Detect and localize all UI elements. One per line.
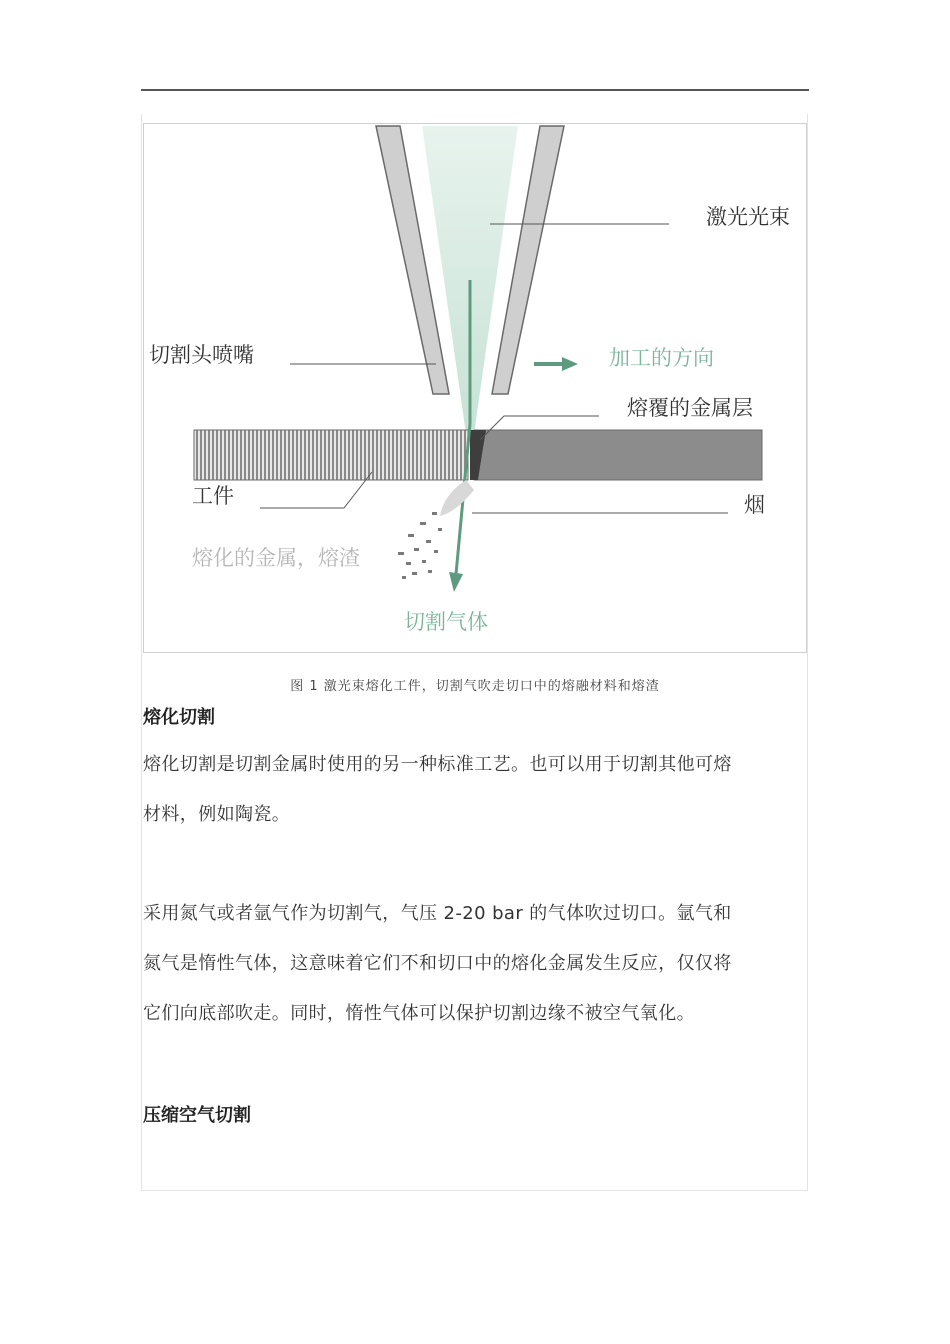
- paragraph-line: 它们向底部吹走。同时，惰性气体可以保护切割边缘不被空气氧化。: [143, 1003, 695, 1024]
- workpiece-striped: [194, 430, 468, 480]
- header-rule: [141, 89, 809, 91]
- label-molten: 熔化的金属，熔渣: [192, 546, 360, 570]
- molten-droplets: [398, 512, 442, 579]
- label-nozzle: 切割头喷嘴: [149, 343, 254, 367]
- label-laser-beam: 激光光束: [706, 205, 790, 229]
- label-direction: 加工的方向: [609, 346, 714, 370]
- smoke-cloud: [440, 480, 474, 516]
- workpiece-solid: [474, 430, 762, 480]
- label-cladding: 熔覆的金属层: [627, 396, 753, 420]
- laser-cutting-figure: [143, 123, 807, 653]
- paragraph-line: 采用氮气或者氩气作为切割气，气压 2-20 bar 的气体吹过切口。氩气和: [143, 903, 732, 924]
- label-workpiece: 工件: [192, 484, 234, 508]
- figure-caption: 图 1 激光束熔化工件，切割气吹走切口中的熔融材料和熔渣: [290, 679, 660, 694]
- label-gas: 切割气体: [404, 610, 488, 634]
- section-heading-fusion-cutting: 熔化切割: [143, 707, 215, 728]
- paragraph-line: 材料，例如陶瓷。: [143, 804, 291, 825]
- section-heading-compressed-air: 压缩空气切割: [143, 1105, 251, 1126]
- label-smoke: 烟: [744, 493, 765, 517]
- laser-cutting-diagram: [144, 124, 806, 652]
- paragraph-line: 氮气是惰性气体，这意味着它们不和切口中的熔化金属发生反应，仅仅将: [143, 953, 732, 974]
- paragraph-line: 熔化切割是切割金属时使用的另一种标准工艺。也可以用于切割其他可熔: [143, 754, 732, 775]
- gas-arrow-head: [449, 572, 463, 592]
- direction-arrow-head: [562, 357, 578, 371]
